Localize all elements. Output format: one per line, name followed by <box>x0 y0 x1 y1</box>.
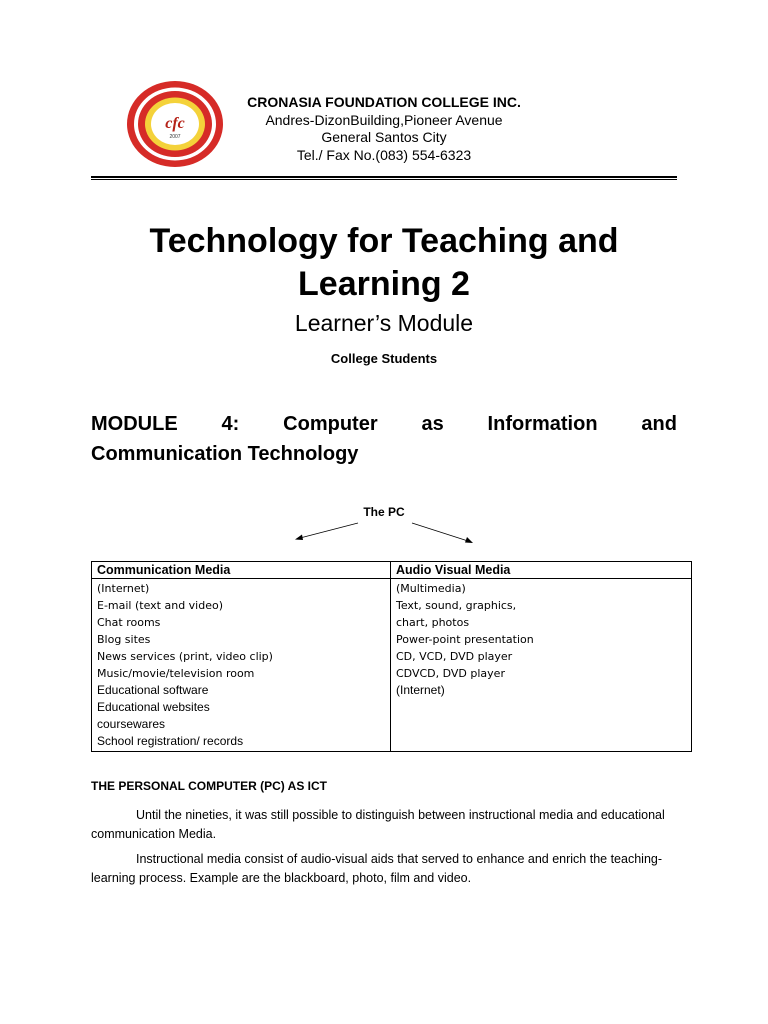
arrowhead-left <box>295 535 303 541</box>
audio-visual-media-cell <box>391 579 692 752</box>
list-item: (Internet) <box>97 582 150 595</box>
audience-label: College Students <box>330 351 438 366</box>
body-paragraph: Instructional media consist of audio-visual aids that served to enhance and enrich the teaching- learning process. Example are the blackboard, photo, film and video. <box>91 852 663 885</box>
logo-monogram: cfc <box>165 115 185 132</box>
table-row <box>92 579 692 752</box>
arrow-left <box>300 523 358 538</box>
letterhead <box>226 94 542 164</box>
college-name: CRONASIA FOUNDATION COLLEGE INC. <box>247 94 521 110</box>
diagram-arrows <box>290 520 480 550</box>
section-heading: THE PERSONAL COMPUTER (PC) AS ICT <box>91 779 328 793</box>
module-heading-line-1 <box>91 409 677 439</box>
address-line-2: General Santos City <box>321 129 447 145</box>
list-item: Power-point presentation <box>396 633 534 646</box>
column-header-audio-visual: Audio Visual Media <box>391 562 692 579</box>
document-title: Technology for Teaching and Learning 2 <box>149 222 619 303</box>
module-word: and <box>641 413 677 435</box>
header-divider <box>91 176 677 180</box>
media-table <box>91 561 692 752</box>
diagram-root-label: The PC <box>363 505 405 519</box>
list-item: coursewares <box>97 717 166 731</box>
module-heading-line-2: Communication Technology <box>91 443 359 465</box>
list-item: E-mail (text and video) <box>97 599 224 612</box>
list-item: Chat rooms <box>97 616 161 629</box>
module-word: Computer <box>283 413 378 435</box>
list-item: CD, VCD, DVD player <box>396 650 513 663</box>
college-logo <box>124 79 226 169</box>
body-paragraph: Until the nineties, it was still possible to distinguish between instructional media and educational communication Media. <box>91 808 665 841</box>
list-item: Blog sites <box>97 633 151 646</box>
logo-year: 2007 <box>169 134 181 140</box>
module-word: Information <box>487 413 598 435</box>
module-word: as <box>421 413 444 435</box>
list-item: (Internet) <box>396 683 445 697</box>
contact-line: Tel./ Fax No.(083) 554-6323 <box>296 146 472 163</box>
list-item: Educational software <box>97 683 209 697</box>
module-word: MODULE <box>91 413 178 435</box>
column-header-communication: Communication Media <box>92 562 391 579</box>
communication-media-cell <box>92 579 391 752</box>
module-word: 4: <box>221 413 240 435</box>
table-header-row <box>92 562 692 579</box>
list-item: (Multimedia) <box>396 582 466 595</box>
list-item: School registration/ records <box>97 734 244 748</box>
arrowhead-right <box>465 537 473 543</box>
arrow-right <box>412 523 468 541</box>
list-item: Music/movie/television room <box>97 667 255 680</box>
module-heading <box>91 409 677 469</box>
list-item: Educational websites <box>97 700 210 714</box>
address-line-1: Andres-DizonBuilding,Pioneer Avenue <box>265 111 503 128</box>
list-item: Text, sound, graphics, <box>396 599 517 612</box>
list-item: chart, photos <box>396 616 470 629</box>
list-item: CDVCD, DVD player <box>396 667 505 680</box>
document-subtitle: Learner’s Module <box>294 310 474 336</box>
list-item: News services (print, video clip) <box>97 650 273 663</box>
